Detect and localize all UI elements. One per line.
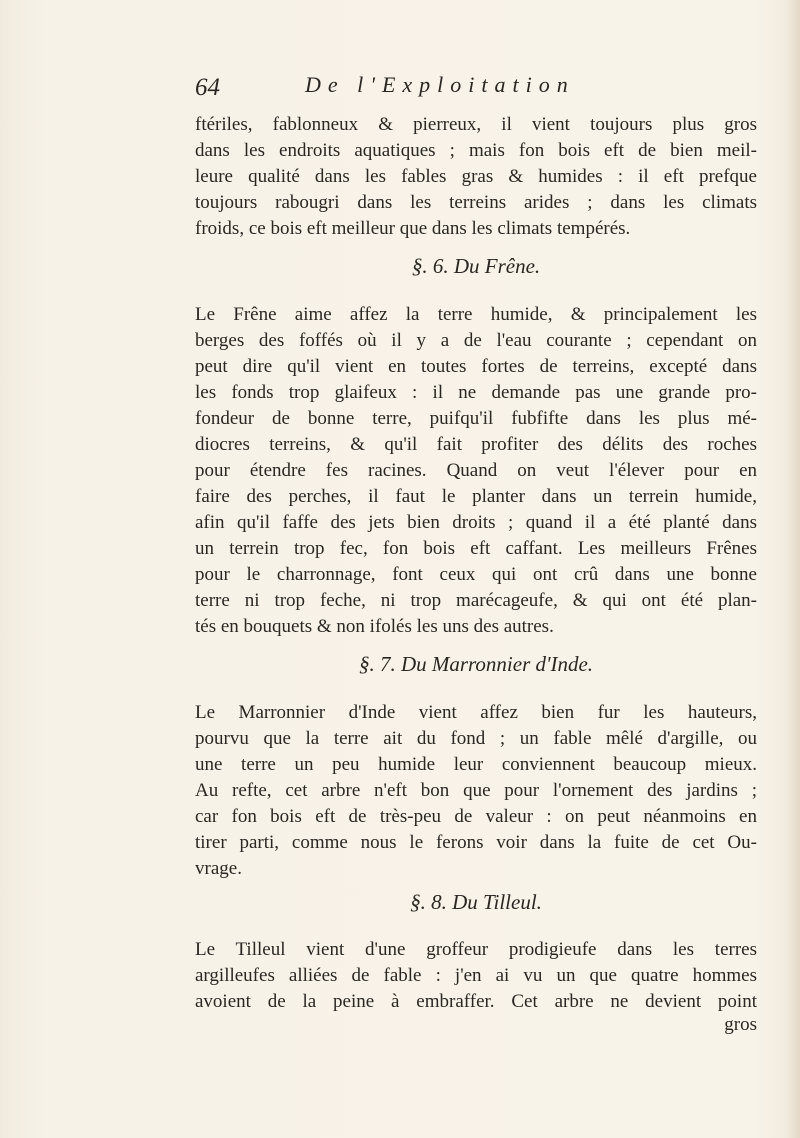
- text-line: toujours rabougri dans les terreins arides ; dans les climats: [195, 192, 757, 213]
- text-line: les fonds trop glaifeux : il ne demande pas une grande pro-: [195, 382, 757, 403]
- text-line: afin qu'il faffe des jets bien droits ; quand il a été planté dans: [195, 512, 757, 533]
- text-line: pour le charronnage, font ceux qui ont crû dans une bonne: [195, 564, 757, 585]
- text-line: diocres terreins, & qu'il fait profiter des délits des roches: [195, 434, 757, 455]
- text-line: pourvu que la terre ait du fond ; un fable mêlé d'argille, ou: [195, 728, 757, 749]
- text-line: dans les endroits aquatiques ; mais fon bois eft de bien meil-: [195, 140, 757, 161]
- text-line: argilleufes alliées de fable : j'en ai vu un que quatre hommes: [195, 965, 757, 986]
- text-line: faire des perches, il faut le planter dans un terrein humide,: [195, 486, 757, 507]
- text-line: froids, ce bois eft meilleur que dans les climats tempérés.: [195, 218, 631, 239]
- intro-paragraph: [195, 112, 757, 242]
- text-line: leure qualité dans les fables gras & humides : il eft prefque: [195, 166, 757, 187]
- catchword: gros: [724, 1014, 757, 1035]
- text-line: Au refte, cet arbre n'eft bon que pour l'ornement des jardins ;: [195, 780, 757, 801]
- text-line: ftériles, fablonneux & pierreux, il vient toujours plus gros: [195, 114, 757, 135]
- text-line: fondeur de bonne terre, puifqu'il fubfifte dans les plus mé-: [195, 408, 757, 429]
- text-line: tés en bouquets & non ifolés les uns des autres.: [195, 616, 554, 637]
- text-line: terre ni trop feche, ni trop marécageufe, & qui ont été plan-: [195, 590, 757, 611]
- text-line: un terrein trop fec, fon bois eft caffant. Les meilleurs Frênes: [195, 538, 757, 559]
- text-line: peut dire qu'il vient en toutes fortes de terreins, excepté dans: [195, 356, 757, 377]
- text-line: Le Tilleul vient d'une groffeur prodigieufe dans les terres: [195, 939, 757, 960]
- section-body-tilleul: [195, 937, 757, 1015]
- page-number: 64: [195, 74, 220, 101]
- section-heading-tilleul: §. 8. Du Tilleul.: [410, 890, 542, 914]
- section-heading-marronnier: §. 7. Du Marronnier d'Inde.: [358, 652, 594, 676]
- section-body-frene: [195, 302, 757, 640]
- section-heading-frene: §. 6. Du Frêne.: [411, 254, 541, 278]
- text-line: pour étendre fes racines. Quand on veut l'élever pour en: [195, 460, 757, 481]
- running-head: [195, 72, 755, 112]
- text-line: vrage.: [195, 858, 242, 879]
- text-line: avoient de la peine à embraffer. Cet arbre ne devient point: [195, 991, 757, 1012]
- text-line: tirer parti, comme nous le ferons voir dans la fuite de cet Ou-: [195, 832, 757, 853]
- text-line: Le Frêne aime affez la terre humide, & principalement les: [195, 304, 757, 325]
- text-line: une terre un peu humide leur conviennent beaucoup mieux.: [195, 754, 757, 775]
- running-title: De l'Exploitation: [305, 72, 575, 97]
- text-line: car fon bois eft de très-peu de valeur : on peut néanmoins en: [195, 806, 757, 827]
- text-line: Le Marronnier d'Inde vient affez bien fur les hauteurs,: [195, 702, 757, 723]
- section-body-marronnier: [195, 700, 757, 882]
- text-line: berges des foffés où il y a de l'eau courante ; cependant on: [195, 330, 757, 351]
